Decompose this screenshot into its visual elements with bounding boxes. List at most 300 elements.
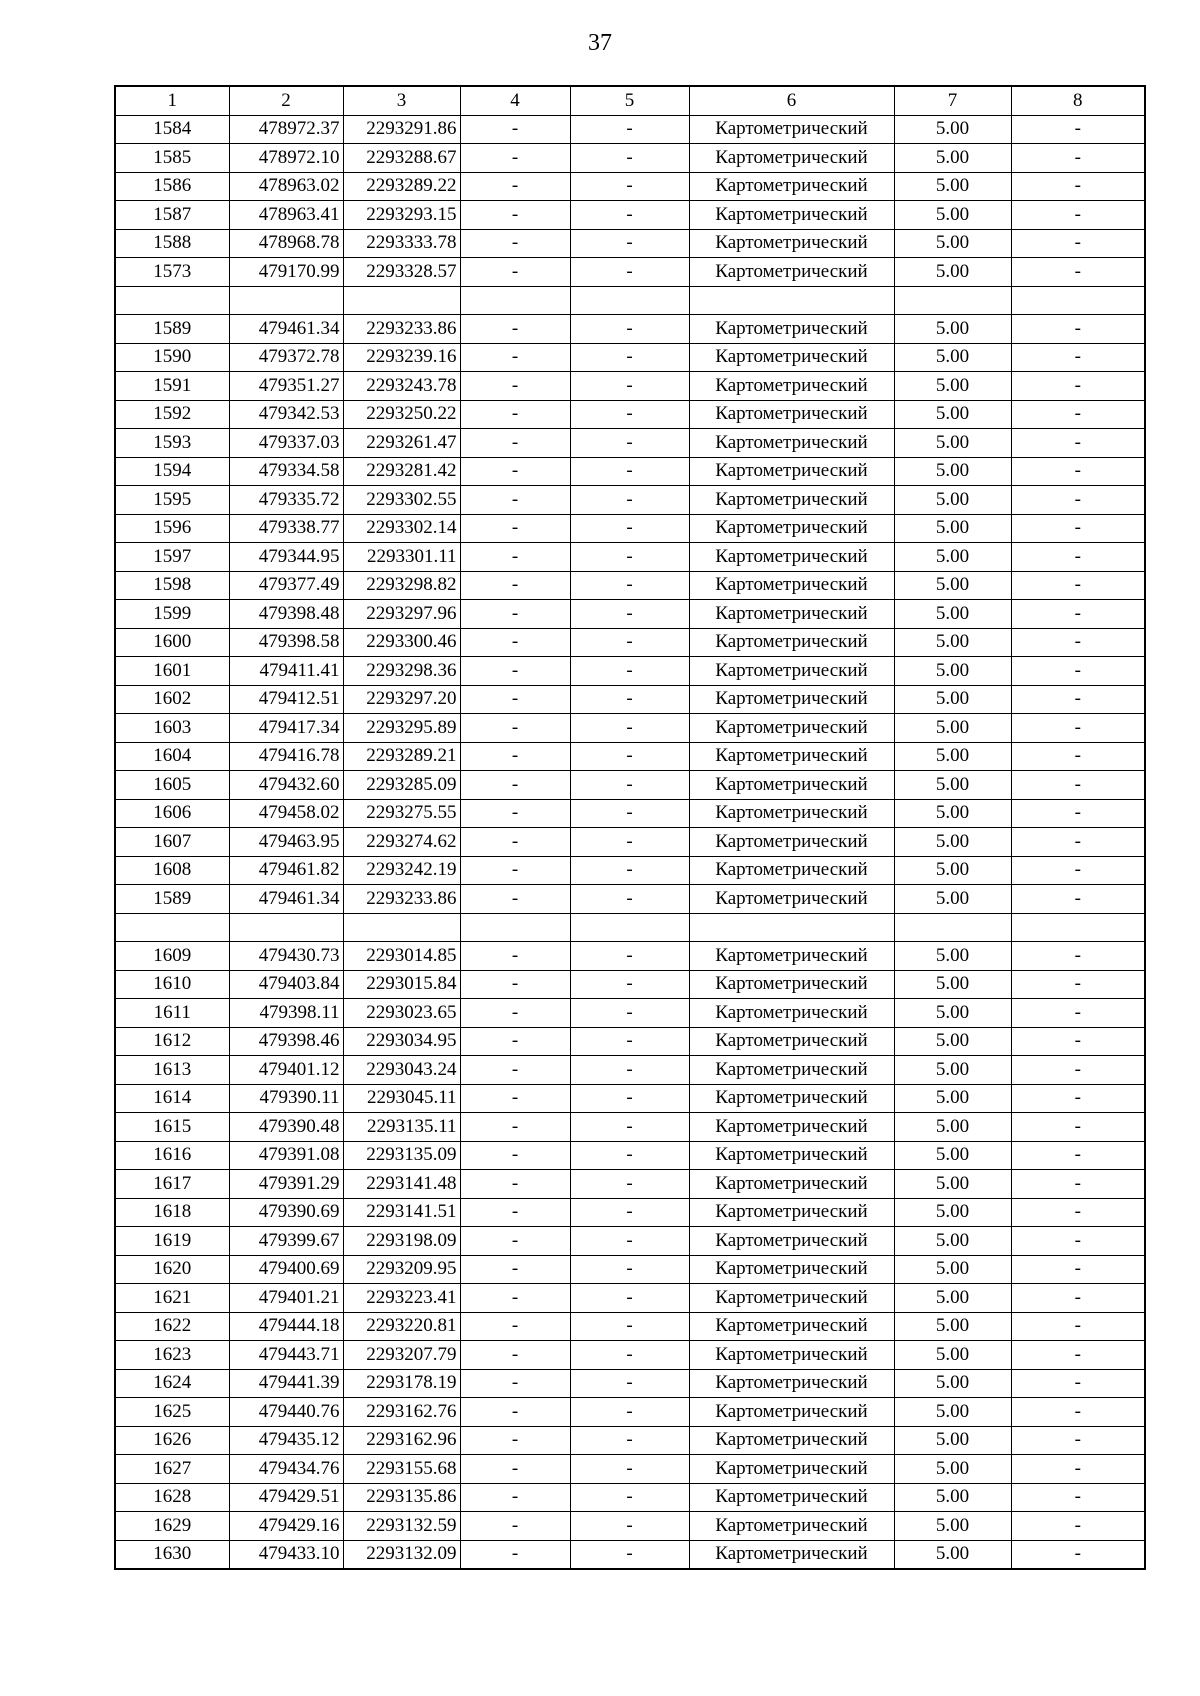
point-number-cell: 1630 — [115, 1540, 229, 1569]
accuracy-cell: 5.00 — [894, 1512, 1011, 1541]
accuracy-cell: 5.00 — [894, 1284, 1011, 1313]
x-coordinate-cell: 479390.69 — [229, 1198, 343, 1227]
col5-cell: - — [570, 1512, 689, 1541]
y-coordinate-cell: 2293291.86 — [343, 115, 460, 144]
method-cell: Картометрический — [689, 172, 894, 201]
x-coordinate-cell: 479401.21 — [229, 1284, 343, 1313]
col8-cell: - — [1011, 600, 1145, 629]
table-row — [115, 1170, 1145, 1199]
point-number-cell: 1611 — [115, 999, 229, 1028]
y-coordinate-cell: 2293288.67 — [343, 144, 460, 173]
accuracy-cell: 5.00 — [894, 201, 1011, 230]
accuracy-cell: 5.00 — [894, 1056, 1011, 1085]
y-coordinate-cell: 2293045.11 — [343, 1084, 460, 1113]
table-row — [115, 1398, 1145, 1427]
method-cell: Картометрический — [689, 1027, 894, 1056]
col8-cell: - — [1011, 628, 1145, 657]
y-coordinate-cell: 2293233.86 — [343, 885, 460, 914]
col8-cell — [1011, 286, 1145, 315]
method-cell: Картометрический — [689, 1540, 894, 1569]
table-row — [115, 657, 1145, 686]
column-header: 3 — [343, 86, 460, 115]
x-coordinate-cell: 479433.10 — [229, 1540, 343, 1569]
page-number: 37 — [588, 30, 612, 56]
point-number-cell: 1627 — [115, 1455, 229, 1484]
point-number-cell: 1602 — [115, 685, 229, 714]
table-row — [115, 1084, 1145, 1113]
col8-cell — [1011, 913, 1145, 942]
col5-cell: - — [570, 885, 689, 914]
y-coordinate-cell: 2293015.84 — [343, 970, 460, 999]
table-row — [115, 1056, 1145, 1085]
accuracy-cell: 5.00 — [894, 1170, 1011, 1199]
point-number-cell: 1584 — [115, 115, 229, 144]
method-cell: Картометрический — [689, 657, 894, 686]
col5-cell — [570, 913, 689, 942]
col5-cell: - — [570, 315, 689, 344]
y-coordinate-cell: 2293209.95 — [343, 1255, 460, 1284]
point-number-cell: 1618 — [115, 1198, 229, 1227]
accuracy-cell: 5.00 — [894, 343, 1011, 372]
col4-cell: - — [460, 1027, 570, 1056]
table-row — [115, 514, 1145, 543]
col5-cell: - — [570, 1113, 689, 1142]
y-coordinate-cell: 2293295.89 — [343, 714, 460, 743]
y-coordinate-cell: 2293289.21 — [343, 742, 460, 771]
point-number-cell: 1621 — [115, 1284, 229, 1313]
col8-cell: - — [1011, 714, 1145, 743]
col8-cell: - — [1011, 742, 1145, 771]
accuracy-cell: 5.00 — [894, 400, 1011, 429]
point-number-cell: 1592 — [115, 400, 229, 429]
y-coordinate-cell: 2293162.76 — [343, 1398, 460, 1427]
col5-cell: - — [570, 1398, 689, 1427]
col4-cell: - — [460, 229, 570, 258]
y-coordinate-cell: 2293281.42 — [343, 457, 460, 486]
x-coordinate-cell: 479403.84 — [229, 970, 343, 999]
col5-cell: - — [570, 514, 689, 543]
table-row — [115, 400, 1145, 429]
x-coordinate-cell: 479377.49 — [229, 571, 343, 600]
x-coordinate-cell: 479461.34 — [229, 885, 343, 914]
col8-cell: - — [1011, 315, 1145, 344]
table-header-row — [115, 86, 1145, 115]
accuracy-cell: 5.00 — [894, 172, 1011, 201]
point-number-cell: 1593 — [115, 429, 229, 458]
table-row — [115, 714, 1145, 743]
col8-cell: - — [1011, 1284, 1145, 1313]
table-row — [115, 172, 1145, 201]
table-row — [115, 571, 1145, 600]
col8-cell: - — [1011, 514, 1145, 543]
col5-cell: - — [570, 1056, 689, 1085]
x-coordinate-cell: 479344.95 — [229, 543, 343, 572]
method-cell: Картометрический — [689, 600, 894, 629]
table-row — [115, 315, 1145, 344]
method-cell: Картометрический — [689, 1084, 894, 1113]
x-coordinate-cell: 479429.51 — [229, 1483, 343, 1512]
y-coordinate-cell: 2293242.19 — [343, 856, 460, 885]
method-cell: Картометрический — [689, 1056, 894, 1085]
col4-cell: - — [460, 258, 570, 287]
accuracy-cell: 5.00 — [894, 1027, 1011, 1056]
point-number-cell — [115, 286, 229, 315]
x-coordinate-cell: 479416.78 — [229, 742, 343, 771]
col4-cell: - — [460, 343, 570, 372]
x-coordinate-cell — [229, 286, 343, 315]
col5-cell: - — [570, 172, 689, 201]
method-cell: Картометрический — [689, 486, 894, 515]
accuracy-cell: 5.00 — [894, 258, 1011, 287]
y-coordinate-cell — [343, 913, 460, 942]
accuracy-cell: 5.00 — [894, 571, 1011, 600]
col4-cell: - — [460, 115, 570, 144]
y-coordinate-cell: 2293301.11 — [343, 543, 460, 572]
col5-cell: - — [570, 1141, 689, 1170]
col4-cell: - — [460, 714, 570, 743]
table-row — [115, 685, 1145, 714]
col8-cell: - — [1011, 144, 1145, 173]
col5-cell: - — [570, 1312, 689, 1341]
x-coordinate-cell: 479444.18 — [229, 1312, 343, 1341]
point-number-cell: 1600 — [115, 628, 229, 657]
table-row — [115, 1141, 1145, 1170]
x-coordinate-cell: 479398.58 — [229, 628, 343, 657]
y-coordinate-cell: 2293300.46 — [343, 628, 460, 657]
table-row — [115, 229, 1145, 258]
method-cell: Картометрический — [689, 1426, 894, 1455]
y-coordinate-cell: 2293198.09 — [343, 1227, 460, 1256]
col5-cell: - — [570, 372, 689, 401]
col5-cell: - — [570, 799, 689, 828]
method-cell: Картометрический — [689, 714, 894, 743]
accuracy-cell — [894, 913, 1011, 942]
y-coordinate-cell: 2293034.95 — [343, 1027, 460, 1056]
col8-cell: - — [1011, 372, 1145, 401]
col8-cell: - — [1011, 657, 1145, 686]
method-cell: Картометрический — [689, 1255, 894, 1284]
column-header: 8 — [1011, 86, 1145, 115]
x-coordinate-cell: 479441.39 — [229, 1369, 343, 1398]
accuracy-cell: 5.00 — [894, 1227, 1011, 1256]
accuracy-cell: 5.00 — [894, 229, 1011, 258]
col5-cell: - — [570, 229, 689, 258]
method-cell — [689, 286, 894, 315]
method-cell: Картометрический — [689, 1398, 894, 1427]
x-coordinate-cell: 479434.76 — [229, 1455, 343, 1484]
y-coordinate-cell: 2293207.79 — [343, 1341, 460, 1370]
col5-cell: - — [570, 400, 689, 429]
col8-cell: - — [1011, 1312, 1145, 1341]
point-number-cell: 1585 — [115, 144, 229, 173]
col4-cell: - — [460, 1341, 570, 1370]
col4-cell: - — [460, 400, 570, 429]
col5-cell: - — [570, 1455, 689, 1484]
col4-cell: - — [460, 1455, 570, 1484]
accuracy-cell: 5.00 — [894, 1312, 1011, 1341]
y-coordinate-cell: 2293014.85 — [343, 942, 460, 971]
col4-cell: - — [460, 571, 570, 600]
y-coordinate-cell: 2293302.55 — [343, 486, 460, 515]
point-number-cell: 1614 — [115, 1084, 229, 1113]
x-coordinate-cell: 479338.77 — [229, 514, 343, 543]
table-row — [115, 1540, 1145, 1569]
col4-cell: - — [460, 970, 570, 999]
method-cell: Картометрический — [689, 1512, 894, 1541]
y-coordinate-cell: 2293141.51 — [343, 1198, 460, 1227]
method-cell: Картометрический — [689, 115, 894, 144]
col4-cell: - — [460, 799, 570, 828]
x-coordinate-cell: 479463.95 — [229, 828, 343, 857]
table-row — [115, 1369, 1145, 1398]
accuracy-cell: 5.00 — [894, 1141, 1011, 1170]
point-number-cell: 1598 — [115, 571, 229, 600]
y-coordinate-cell: 2293298.36 — [343, 657, 460, 686]
table-row — [115, 1227, 1145, 1256]
col8-cell: - — [1011, 1227, 1145, 1256]
col5-cell: - — [570, 1341, 689, 1370]
col8-cell: - — [1011, 1113, 1145, 1142]
col4-cell: - — [460, 1540, 570, 1569]
x-coordinate-cell: 479170.99 — [229, 258, 343, 287]
col8-cell: - — [1011, 258, 1145, 287]
table-row — [115, 1255, 1145, 1284]
x-coordinate-cell: 479342.53 — [229, 400, 343, 429]
point-number-cell: 1599 — [115, 600, 229, 629]
col8-cell: - — [1011, 201, 1145, 230]
accuracy-cell: 5.00 — [894, 600, 1011, 629]
accuracy-cell: 5.00 — [894, 372, 1011, 401]
accuracy-cell: 5.00 — [894, 942, 1011, 971]
table-row — [115, 286, 1145, 315]
point-number-cell: 1601 — [115, 657, 229, 686]
x-coordinate-cell: 479412.51 — [229, 685, 343, 714]
point-number-cell: 1573 — [115, 258, 229, 287]
col5-cell: - — [570, 1170, 689, 1199]
y-coordinate-cell: 2293233.86 — [343, 315, 460, 344]
column-header: 6 — [689, 86, 894, 115]
table-row — [115, 856, 1145, 885]
col5-cell: - — [570, 970, 689, 999]
table-row — [115, 486, 1145, 515]
x-coordinate-cell: 478968.78 — [229, 229, 343, 258]
col5-cell: - — [570, 144, 689, 173]
col8-cell: - — [1011, 856, 1145, 885]
col8-cell: - — [1011, 1255, 1145, 1284]
y-coordinate-cell: 2293302.14 — [343, 514, 460, 543]
point-number-cell: 1589 — [115, 885, 229, 914]
table-row — [115, 343, 1145, 372]
col4-cell: - — [460, 514, 570, 543]
method-cell: Картометрический — [689, 1227, 894, 1256]
x-coordinate-cell: 479458.02 — [229, 799, 343, 828]
col4-cell: - — [460, 600, 570, 629]
coordinates-table — [114, 85, 1146, 1570]
accuracy-cell: 5.00 — [894, 315, 1011, 344]
point-number-cell: 1591 — [115, 372, 229, 401]
table-row — [115, 913, 1145, 942]
point-number-cell: 1590 — [115, 343, 229, 372]
col4-cell: - — [460, 1141, 570, 1170]
col5-cell: - — [570, 429, 689, 458]
col8-cell: - — [1011, 942, 1145, 971]
col8-cell: - — [1011, 970, 1145, 999]
col8-cell: - — [1011, 429, 1145, 458]
table-row — [115, 258, 1145, 287]
table-row — [115, 942, 1145, 971]
col5-cell: - — [570, 714, 689, 743]
y-coordinate-cell: 2293289.22 — [343, 172, 460, 201]
col8-cell: - — [1011, 799, 1145, 828]
col4-cell: - — [460, 1198, 570, 1227]
method-cell: Картометрический — [689, 201, 894, 230]
table-row — [115, 1284, 1145, 1313]
method-cell: Картометрический — [689, 1341, 894, 1370]
col5-cell: - — [570, 685, 689, 714]
method-cell: Картометрический — [689, 343, 894, 372]
point-number-cell: 1624 — [115, 1369, 229, 1398]
x-coordinate-cell: 478972.37 — [229, 115, 343, 144]
x-coordinate-cell: 479429.16 — [229, 1512, 343, 1541]
col8-cell: - — [1011, 1084, 1145, 1113]
col8-cell: - — [1011, 400, 1145, 429]
accuracy-cell: 5.00 — [894, 457, 1011, 486]
point-number-cell: 1595 — [115, 486, 229, 515]
method-cell: Картометрический — [689, 229, 894, 258]
method-cell: Картометрический — [689, 942, 894, 971]
point-number-cell: 1626 — [115, 1426, 229, 1455]
x-coordinate-cell: 478963.02 — [229, 172, 343, 201]
y-coordinate-cell: 2293135.09 — [343, 1141, 460, 1170]
point-number-cell: 1604 — [115, 742, 229, 771]
col4-cell — [460, 286, 570, 315]
col8-cell: - — [1011, 1369, 1145, 1398]
accuracy-cell: 5.00 — [894, 856, 1011, 885]
x-coordinate-cell: 479391.29 — [229, 1170, 343, 1199]
table-row — [115, 1027, 1145, 1056]
col4-cell: - — [460, 1170, 570, 1199]
col5-cell: - — [570, 1369, 689, 1398]
col8-cell: - — [1011, 771, 1145, 800]
method-cell: Картометрический — [689, 742, 894, 771]
method-cell: Картометрический — [689, 400, 894, 429]
accuracy-cell: 5.00 — [894, 1341, 1011, 1370]
point-number-cell: 1619 — [115, 1227, 229, 1256]
col4-cell: - — [460, 1284, 570, 1313]
method-cell: Картометрический — [689, 258, 894, 287]
col4-cell: - — [460, 372, 570, 401]
method-cell — [689, 913, 894, 942]
method-cell: Картометрический — [689, 429, 894, 458]
col4-cell: - — [460, 144, 570, 173]
accuracy-cell: 5.00 — [894, 144, 1011, 173]
col5-cell: - — [570, 1027, 689, 1056]
x-coordinate-cell: 479440.76 — [229, 1398, 343, 1427]
y-coordinate-cell: 2293333.78 — [343, 229, 460, 258]
accuracy-cell: 5.00 — [894, 1255, 1011, 1284]
table-row — [115, 457, 1145, 486]
col4-cell: - — [460, 429, 570, 458]
method-cell: Картометрический — [689, 1312, 894, 1341]
x-coordinate-cell: 478972.10 — [229, 144, 343, 173]
col8-cell: - — [1011, 1398, 1145, 1427]
accuracy-cell: 5.00 — [894, 1084, 1011, 1113]
method-cell: Картометрический — [689, 1170, 894, 1199]
table-row — [115, 771, 1145, 800]
accuracy-cell: 5.00 — [894, 771, 1011, 800]
y-coordinate-cell: 2293293.15 — [343, 201, 460, 230]
x-coordinate-cell — [229, 913, 343, 942]
col5-cell: - — [570, 457, 689, 486]
col4-cell: - — [460, 856, 570, 885]
x-coordinate-cell: 479400.69 — [229, 1255, 343, 1284]
y-coordinate-cell: 2293132.09 — [343, 1540, 460, 1569]
table-row — [115, 144, 1145, 173]
point-number-cell: 1606 — [115, 799, 229, 828]
point-number-cell: 1620 — [115, 1255, 229, 1284]
point-number-cell: 1625 — [115, 1398, 229, 1427]
col8-cell: - — [1011, 457, 1145, 486]
y-coordinate-cell: 2293023.65 — [343, 999, 460, 1028]
y-coordinate-cell: 2293285.09 — [343, 771, 460, 800]
accuracy-cell: 5.00 — [894, 685, 1011, 714]
point-number-cell: 1608 — [115, 856, 229, 885]
point-number-cell: 1603 — [115, 714, 229, 743]
accuracy-cell: 5.00 — [894, 486, 1011, 515]
point-number-cell: 1607 — [115, 828, 229, 857]
col4-cell: - — [460, 201, 570, 230]
y-coordinate-cell: 2293135.11 — [343, 1113, 460, 1142]
method-cell: Картометрический — [689, 315, 894, 344]
method-cell: Картометрический — [689, 1369, 894, 1398]
column-header: 7 — [894, 86, 1011, 115]
table-row — [115, 742, 1145, 771]
table-body — [115, 86, 1145, 1569]
y-coordinate-cell: 2293155.68 — [343, 1455, 460, 1484]
method-cell: Картометрический — [689, 970, 894, 999]
col4-cell: - — [460, 1227, 570, 1256]
y-coordinate-cell: 2293220.81 — [343, 1312, 460, 1341]
col4-cell: - — [460, 1312, 570, 1341]
method-cell: Картометрический — [689, 628, 894, 657]
method-cell: Картометрический — [689, 999, 894, 1028]
accuracy-cell: 5.00 — [894, 657, 1011, 686]
method-cell: Картометрический — [689, 885, 894, 914]
method-cell: Картометрический — [689, 1455, 894, 1484]
col8-cell: - — [1011, 1027, 1145, 1056]
y-coordinate-cell: 2293297.20 — [343, 685, 460, 714]
accuracy-cell: 5.00 — [894, 1455, 1011, 1484]
table-row — [115, 201, 1145, 230]
col4-cell: - — [460, 543, 570, 572]
col5-cell: - — [570, 742, 689, 771]
col8-cell: - — [1011, 172, 1145, 201]
table-row — [115, 799, 1145, 828]
point-number-cell: 1612 — [115, 1027, 229, 1056]
accuracy-cell: 5.00 — [894, 799, 1011, 828]
table-row — [115, 372, 1145, 401]
col4-cell: - — [460, 1512, 570, 1541]
x-coordinate-cell: 479461.82 — [229, 856, 343, 885]
col5-cell: - — [570, 1426, 689, 1455]
col5-cell: - — [570, 856, 689, 885]
x-coordinate-cell: 479443.71 — [229, 1341, 343, 1370]
accuracy-cell: 5.00 — [894, 514, 1011, 543]
point-number-cell: 1610 — [115, 970, 229, 999]
point-number-cell — [115, 913, 229, 942]
x-coordinate-cell: 479432.60 — [229, 771, 343, 800]
accuracy-cell: 5.00 — [894, 885, 1011, 914]
